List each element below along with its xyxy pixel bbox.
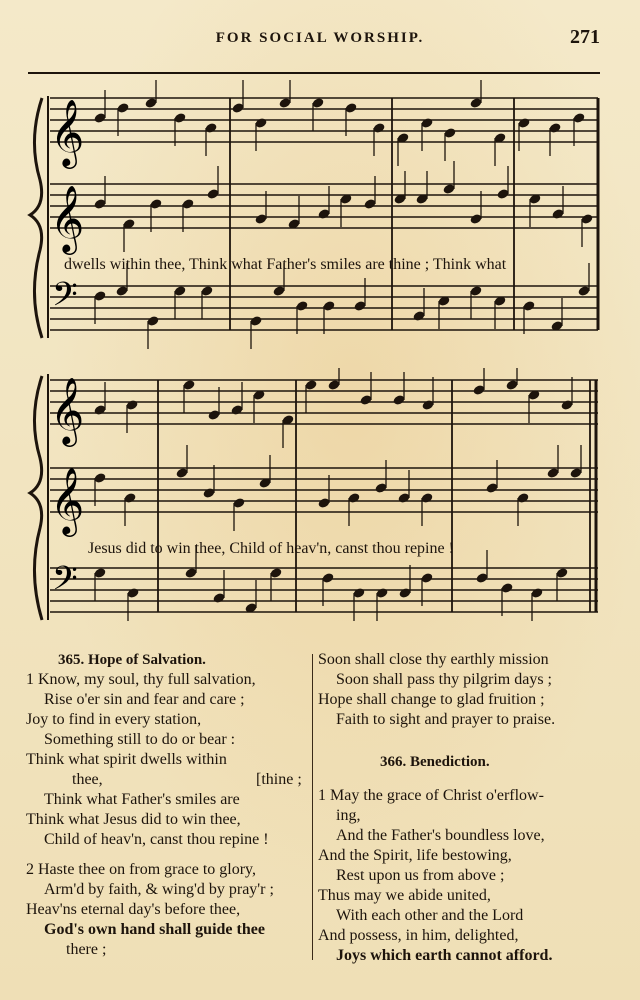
verse-line: And possess, in him, delighted, bbox=[318, 927, 519, 944]
verse-line: Soon shall pass thy pilgrim days ; bbox=[336, 671, 552, 688]
page-number: 271 bbox=[570, 26, 600, 48]
verse-line: 1 Know, my soul, thy full salvation, bbox=[26, 671, 256, 688]
verse-line: Think what Father's smiles are bbox=[44, 791, 240, 808]
music-notation-2 bbox=[0, 368, 640, 638]
verse-line: Heav'ns eternal day's before thee, bbox=[26, 901, 241, 918]
verse-line: Hope shall change to glad fruition ; bbox=[318, 691, 545, 708]
svg-text:𝄞: 𝄞 bbox=[50, 184, 85, 252]
verse-line: Think what spirit dwells within bbox=[26, 751, 227, 768]
lyric-line-2: Jesus did to win thee, Child of heav'n, canst thou repine ! bbox=[88, 540, 454, 557]
verse-line: Joys which earth cannot afford. bbox=[336, 947, 553, 964]
verse-line: 2 Haste thee on from grace to glory, bbox=[26, 861, 256, 878]
verse-line: Something still to do or bear : bbox=[44, 731, 236, 748]
lyric-line-1: dwells within thee, Think what Father's smiles are thine ; Think what bbox=[64, 256, 507, 273]
music-system-2 bbox=[0, 368, 640, 638]
svg-text:𝄢: 𝄢 bbox=[52, 560, 78, 606]
verse-line: With each other and the Lord bbox=[336, 907, 524, 924]
verse-line: 1 May the grace of Christ o'erflow- bbox=[318, 787, 544, 804]
svg-text:𝄢: 𝄢 bbox=[52, 276, 78, 322]
verse-line: Think what Jesus did to win thee, bbox=[26, 811, 241, 828]
left-column bbox=[26, 650, 302, 960]
hymn-365-title: 365. Hope of Salvation. bbox=[58, 652, 206, 668]
verse-line: Child of heav'n, canst thou repine ! bbox=[44, 831, 269, 848]
svg-text:𝄞: 𝄞 bbox=[50, 376, 85, 444]
music-system-1 bbox=[0, 80, 640, 350]
verse-line: Joy to find in every station, bbox=[26, 711, 202, 728]
svg-text:𝄞: 𝄞 bbox=[50, 466, 85, 534]
music-notation-1 bbox=[0, 80, 640, 350]
verse-line: Rest upon us from above ; bbox=[336, 867, 505, 884]
verse-line: Arm'd by faith, & wing'd by pray'r ; bbox=[44, 881, 274, 898]
right-column bbox=[318, 650, 555, 966]
header-rule bbox=[28, 72, 600, 74]
column-divider bbox=[312, 654, 313, 960]
verse-line: And the Spirit, life bestowing, bbox=[318, 847, 512, 864]
verse-line: Thus may we abide united, bbox=[318, 887, 491, 904]
hymn-366-title: 366. Benediction. bbox=[380, 754, 490, 770]
verse-line: God's own hand shall guide thee bbox=[44, 921, 265, 938]
verse-line: Faith to sight and prayer to praise. bbox=[336, 711, 556, 728]
verse-line: Rise o'er sin and fear and care ; bbox=[44, 691, 245, 708]
verse-line: Soon shall close thy earthly mission bbox=[318, 651, 549, 668]
svg-text:𝄞: 𝄞 bbox=[50, 98, 85, 166]
verse-line: there ; bbox=[66, 941, 107, 958]
verse-line: ing, bbox=[336, 807, 361, 824]
verse-line: And the Father's boundless love, bbox=[336, 827, 545, 844]
running-header: FOR SOCIAL WORSHIP. bbox=[215, 30, 425, 46]
verse-line: thee, bbox=[72, 771, 103, 788]
verse-line: [thine ; bbox=[256, 771, 302, 788]
